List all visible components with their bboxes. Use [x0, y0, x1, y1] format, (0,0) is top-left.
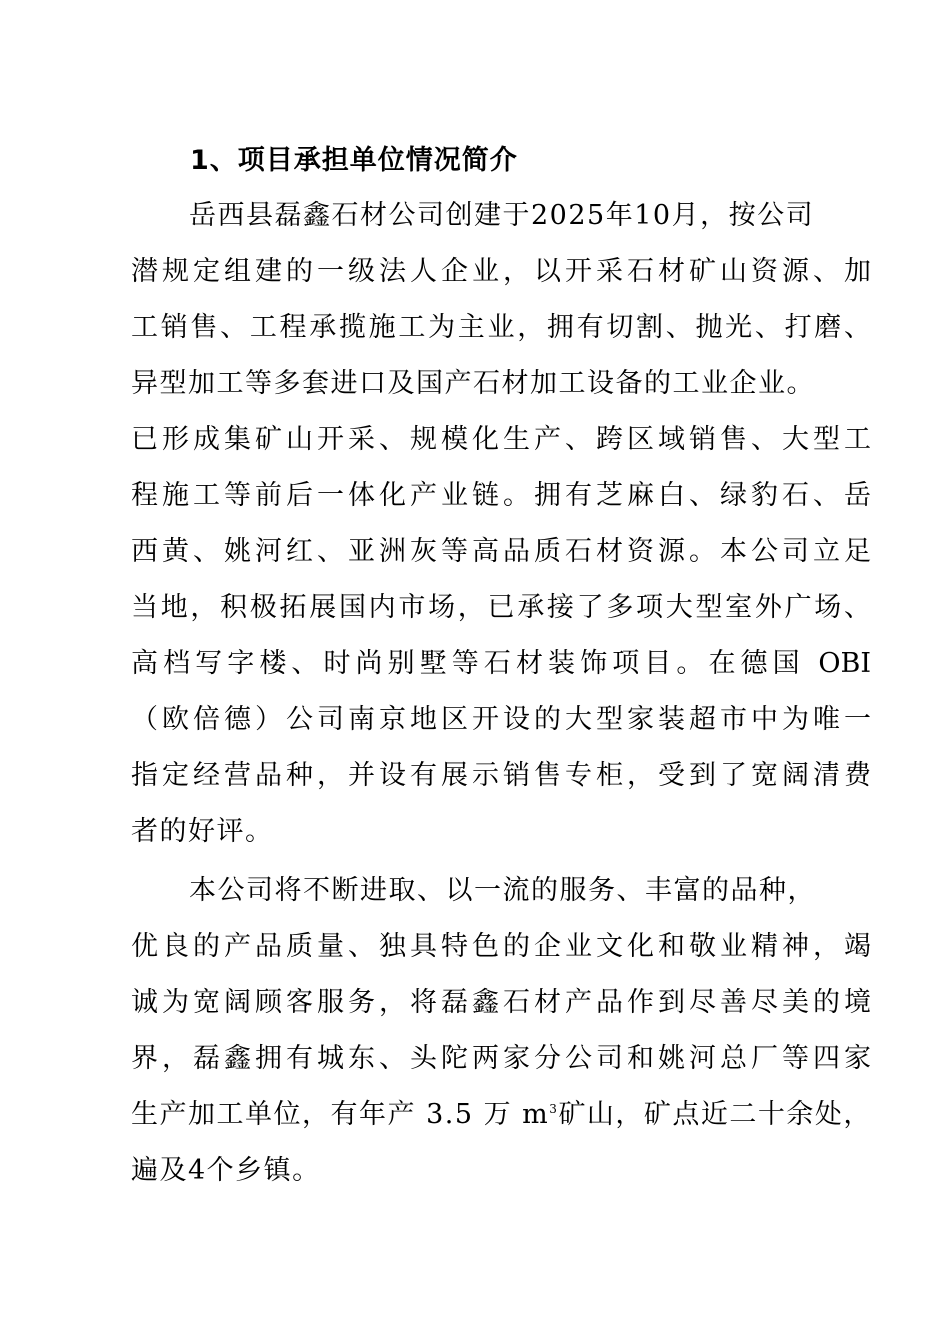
text-line: 工销售、工程承揽施工为主业，拥有切割、抛光、打磨、 [131, 312, 871, 343]
text-line: 高档写字楼、时尚别墅等石材装饰项目。在德国 OBI [131, 648, 871, 679]
text-line: 指定经营品种，并设有展示销售专柜，受到了宽阔清费 [131, 760, 871, 791]
section-heading: 1、项目承担单位情况简介 [190, 145, 518, 176]
text-line: 诚为宽阔顾客服务，将磊鑫石材产品作到尽善尽美的境 [131, 987, 871, 1018]
text-segment: 矿山，矿点近二十余处， [558, 1099, 872, 1130]
text-line: 程施工等前后一体化产业链。拥有芝麻白、绿豹石、岳 [131, 480, 871, 511]
text-line: 遍及4个乡镇。 [131, 1155, 321, 1186]
text-segment: 生产加工单位，有年产 3.5 万 m [131, 1099, 550, 1130]
text-line-with-unit [131, 1087, 871, 1143]
text-line: 岳西县磊鑫石材公司创建于2025年10月，按公司 [189, 200, 815, 231]
paragraph-company-goals [131, 863, 871, 1199]
superscript-cubic: 3 [549, 1102, 559, 1116]
text-line: 界，磊鑫拥有城东、头陀两家分公司和姚河总厂等四家 [131, 1043, 871, 1074]
text-line: 优良的产品质量、独具特色的企业文化和敬业精神，竭 [131, 931, 871, 962]
text-line: 者的好评。 [131, 816, 274, 847]
text-line: 已形成集矿山开采、规模化生产、跨区域销售、大型工 [131, 424, 871, 455]
text-line: 潜规定组建的一级法人企业，以开采石材矿山资源、加 [131, 256, 871, 287]
text-line: （欧倍德）公司南京地区开设的大型家装超市中为唯一 [131, 704, 871, 735]
text-line: 当地，积极拓展国内市场，已承接了多项大型室外广场、 [131, 592, 871, 623]
text-line: 本公司将不断进取、以一流的服务、丰富的品种， [189, 875, 816, 906]
text-line: 西黄、姚河红、亚洲灰等高品质石材资源。本公司立足 [131, 536, 871, 567]
paragraph-company-intro [131, 188, 871, 860]
text-line: 异型加工等多套进口及国产石材加工设备的工业企业。 [131, 368, 815, 399]
